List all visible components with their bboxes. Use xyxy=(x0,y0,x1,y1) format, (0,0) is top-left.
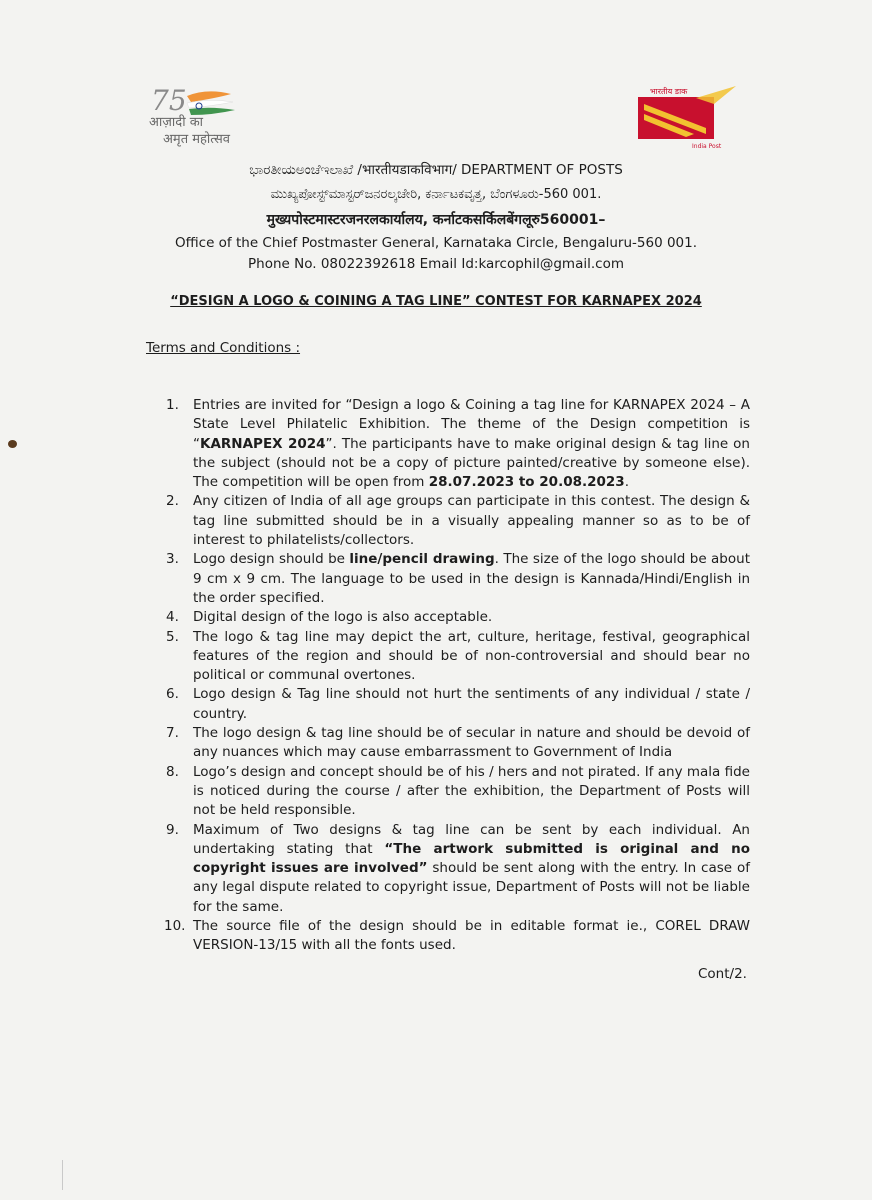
term-text: The logo design & tag line should be of secular in nature and should be devoid of any nuances which may cause embarrassment to Government of India xyxy=(193,725,750,761)
contest-title-text: “DESIGN A LOGO & COINING A TAG LINE” CONTEST FOR KARNAPEX 2024 xyxy=(170,294,702,309)
logo-75-number: 75 xyxy=(151,84,187,117)
contest-title xyxy=(0,294,872,309)
term-item xyxy=(166,821,750,917)
term-text: Logo design should be xyxy=(193,551,350,568)
term-item xyxy=(166,685,750,724)
term-number: 5. xyxy=(166,628,179,645)
header-contact-line: Phone No. 08022392618 Email Id:karcophil@gmail.com xyxy=(248,256,624,272)
term-text: Entries are invited for “Design a logo & Coining a tag line for KARNAPEX 2024 – A State Level Philatelic Exhibition. The theme of the Design competition is “ xyxy=(193,397,750,452)
header-english-office-line: Office of the Chief Postmaster General, Karnataka Circle, Bengaluru-560 001. xyxy=(174,235,698,251)
azadi-amrit-mahotsav-logo xyxy=(147,80,257,150)
term-text: . The size of the logo should be about 9 cm x 9 cm. The language to be used in the design is Kannada/Hindi/English in the order specified. xyxy=(193,551,750,606)
term-number: 1. xyxy=(166,397,179,413)
scan-mark xyxy=(62,1160,63,1190)
logo-hindi-line2: अमृत महोत्सव xyxy=(163,132,231,147)
term-item xyxy=(166,550,750,608)
term-text: Maximum of Two designs & tag line can be sent by each individual. An undertaking stating that xyxy=(193,821,750,857)
term-text: Logo design & Tag line should not hurt the sentiments of any individual / state / country. xyxy=(193,686,750,722)
term-bold-text: line/pencil drawing xyxy=(349,551,495,568)
term-number: 6. xyxy=(166,686,179,703)
term-number: 2. xyxy=(166,493,179,510)
term-bold-text: KARNAPEX 2024 xyxy=(200,435,326,452)
term-text: The source file of the design should be in editable format ie., COREL DRAW VERSION-13/15 with all the fonts used. xyxy=(193,918,750,954)
term-text: Logo’s design and concept should be of his / hers and not pirated. If any mala fide is noticed during the course / after the exhibition, the Department of Posts will not be held responsible. xyxy=(193,763,750,819)
term-number: 8. xyxy=(166,763,179,780)
term-item xyxy=(166,628,750,686)
term-item xyxy=(166,763,750,821)
terms-list xyxy=(166,396,750,956)
terms-heading: Terms and Conditions : xyxy=(146,340,301,356)
term-number: 4. xyxy=(166,609,179,626)
term-item xyxy=(166,608,750,627)
term-number: 10. xyxy=(164,918,186,935)
india-post-english-text: India Post xyxy=(692,143,722,150)
term-item xyxy=(166,724,750,763)
term-item xyxy=(166,396,750,492)
term-bold-text: 28.07.2023 to 20.08.2023 xyxy=(428,474,625,491)
term-number: 7. xyxy=(166,725,179,742)
term-text: should be sent along with the entry. In case of any legal dispute related to copyright issue, Department of Posts will not be liable for the same. xyxy=(193,860,750,915)
india-post-logo xyxy=(636,84,740,152)
header-hindi-office-line: मुख्यपोस्टमास्टरजनरलकार्यालय, कर्नाटकसर्किलबेंगलूरु560001– xyxy=(266,212,606,228)
paper-stain xyxy=(8,440,17,448)
term-item xyxy=(166,492,750,550)
term-item xyxy=(166,917,750,956)
term-text: The logo & tag line may depict the art, culture, heritage, festival, geographical features of the region and should be of non-controversial and should bear no political or communal overtones. xyxy=(193,628,750,684)
term-number: 9. xyxy=(166,821,179,838)
term-text: Any citizen of India of all age groups can participate in this contest. The design & tag line submitted should be in a visually appealing manner so as to be of interest to philatelists/collectors. xyxy=(193,493,750,549)
continuation-marker: Cont/2. xyxy=(698,966,747,982)
term-text: ”. The participants have to make original design & tag line on the subject (should not be a copy of picture painted/creative by someone else). The competition will be open from xyxy=(193,435,750,491)
header-kannada-office-line: ಮುಖ್ಯಪೋಸ್ಟ್‌ಮಾಸ್ಟರ್‌ಜನರಲ್ಕಚೇರಿ, ಕರ್ನಾಟಕವೃತ್ತ, ಬೆಂಗಳೂರು-560 001. xyxy=(270,187,602,202)
header-department-line: ಭಾರತೀಯಅಂಚೆಇಲಾಖೆ /भारतीयडाकविभाग/ DEPARTMENT OF POSTS xyxy=(249,162,623,178)
india-post-hindi-text: भारतीय डाक xyxy=(650,87,688,96)
logo-hindi-line1: आज़ादी का xyxy=(149,115,204,130)
term-number: 3. xyxy=(166,551,179,568)
term-text: . xyxy=(624,474,629,491)
term-text: Digital design of the logo is also acceptable. xyxy=(193,609,493,626)
term-bold-text: “The artwork submitted is original and no copyright issues are involved” xyxy=(193,840,751,877)
